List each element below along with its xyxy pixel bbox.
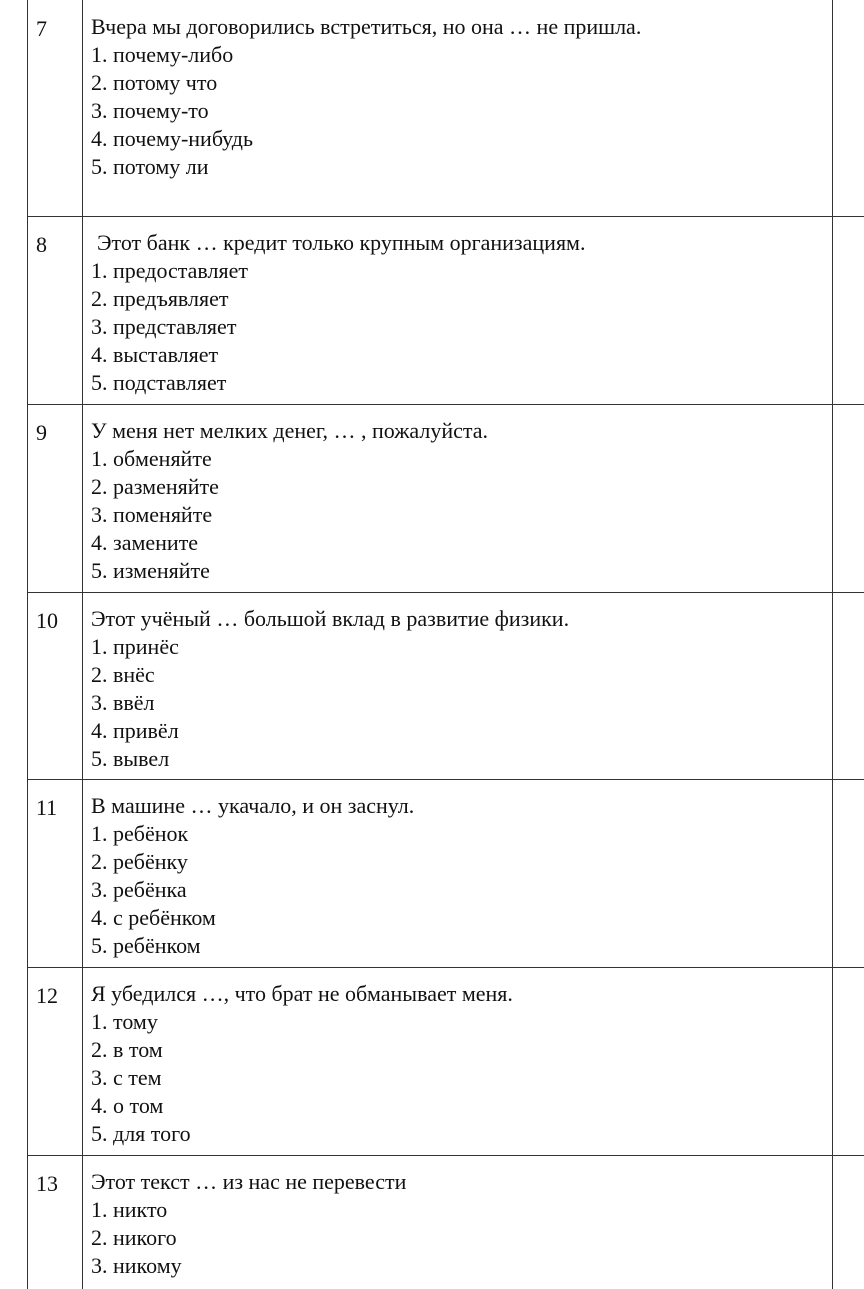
question-content [91, 13, 821, 181]
question-text: Этот текст … из нас не перевести [91, 1169, 407, 1194]
question-row-9 [0, 404, 864, 592]
answer-option: 4. почему-нибудь [91, 126, 254, 151]
question-content [91, 229, 821, 397]
answer-option: 3. поменяйте [91, 502, 213, 527]
question-row-8 [0, 216, 864, 404]
answer-option: 3. почему-то [91, 98, 209, 123]
answer-option: 2. ребёнку [91, 849, 188, 874]
answer-option: 1. принёс [91, 634, 179, 659]
question-content [91, 605, 821, 773]
question-number: 10 [36, 608, 58, 633]
answer-option: 3. с тем [91, 1065, 162, 1090]
question-text: У меня нет мелких денег, … , пожалуйста. [91, 418, 489, 443]
answer-option: 4. о том [91, 1093, 164, 1118]
question-number: 9 [36, 420, 47, 445]
answer-option: 5. подставляет [91, 370, 227, 395]
answer-option: 3. представляет [91, 314, 237, 339]
question-number: 7 [36, 16, 47, 41]
question-row-12 [0, 967, 864, 1155]
question-text: Я убедился …, что брат не обманывает меня. [91, 981, 513, 1006]
answer-option: 4. выставляет [91, 342, 219, 367]
question-content [91, 417, 821, 585]
answer-option: 1. почему-либо [91, 42, 234, 67]
question-content [91, 792, 821, 960]
answer-option: 3. никому [91, 1253, 182, 1278]
question-number: 11 [36, 795, 58, 820]
question-text: В машине … укачало, и он заснул. [91, 793, 415, 818]
question-text: Вчера мы договорились встретиться, но она … не пришла. [91, 14, 642, 39]
answer-option: 5. ребёнком [91, 933, 201, 958]
answer-option: 1. ребёнок [91, 821, 189, 846]
answer-option: 1. тому [91, 1009, 158, 1034]
question-row-10 [0, 592, 864, 779]
answer-option: 1. никто [91, 1197, 168, 1222]
answer-option: 1. обменяйте [91, 446, 212, 471]
answer-option: 5. изменяйте [91, 558, 210, 583]
answer-option: 2. внёс [91, 662, 155, 687]
question-content [91, 980, 821, 1148]
answer-option: 4. с ребёнком [91, 905, 216, 930]
answer-option: 4. привёл [91, 718, 179, 743]
question-content [91, 1168, 821, 1280]
answer-option: 3. ребёнка [91, 877, 187, 902]
question-row-7 [0, 0, 864, 216]
question-text: Этот банк … кредит только крупным организациям. [97, 230, 586, 255]
answer-option: 2. предъявляет [91, 286, 229, 311]
answer-option: 5. потому ли [91, 154, 209, 179]
answer-option: 2. потому что [91, 70, 218, 95]
answer-option: 2. никого [91, 1225, 177, 1250]
question-text: Этот учёный … большой вклад в развитие физики. [91, 606, 570, 631]
question-number: 12 [36, 983, 58, 1008]
answer-option: 2. в том [91, 1037, 163, 1062]
question-number: 13 [36, 1171, 58, 1196]
answer-option: 4. замените [91, 530, 199, 555]
answer-option: 1. предоставляет [91, 258, 248, 283]
answer-option: 5. для того [91, 1121, 191, 1146]
answer-option: 2. разменяйте [91, 474, 219, 499]
question-row-13 [0, 1155, 864, 1289]
question-number: 8 [36, 232, 47, 257]
question-row-11 [0, 779, 864, 967]
answer-option: 5. вывел [91, 746, 170, 771]
answer-option: 3. ввёл [91, 690, 155, 715]
